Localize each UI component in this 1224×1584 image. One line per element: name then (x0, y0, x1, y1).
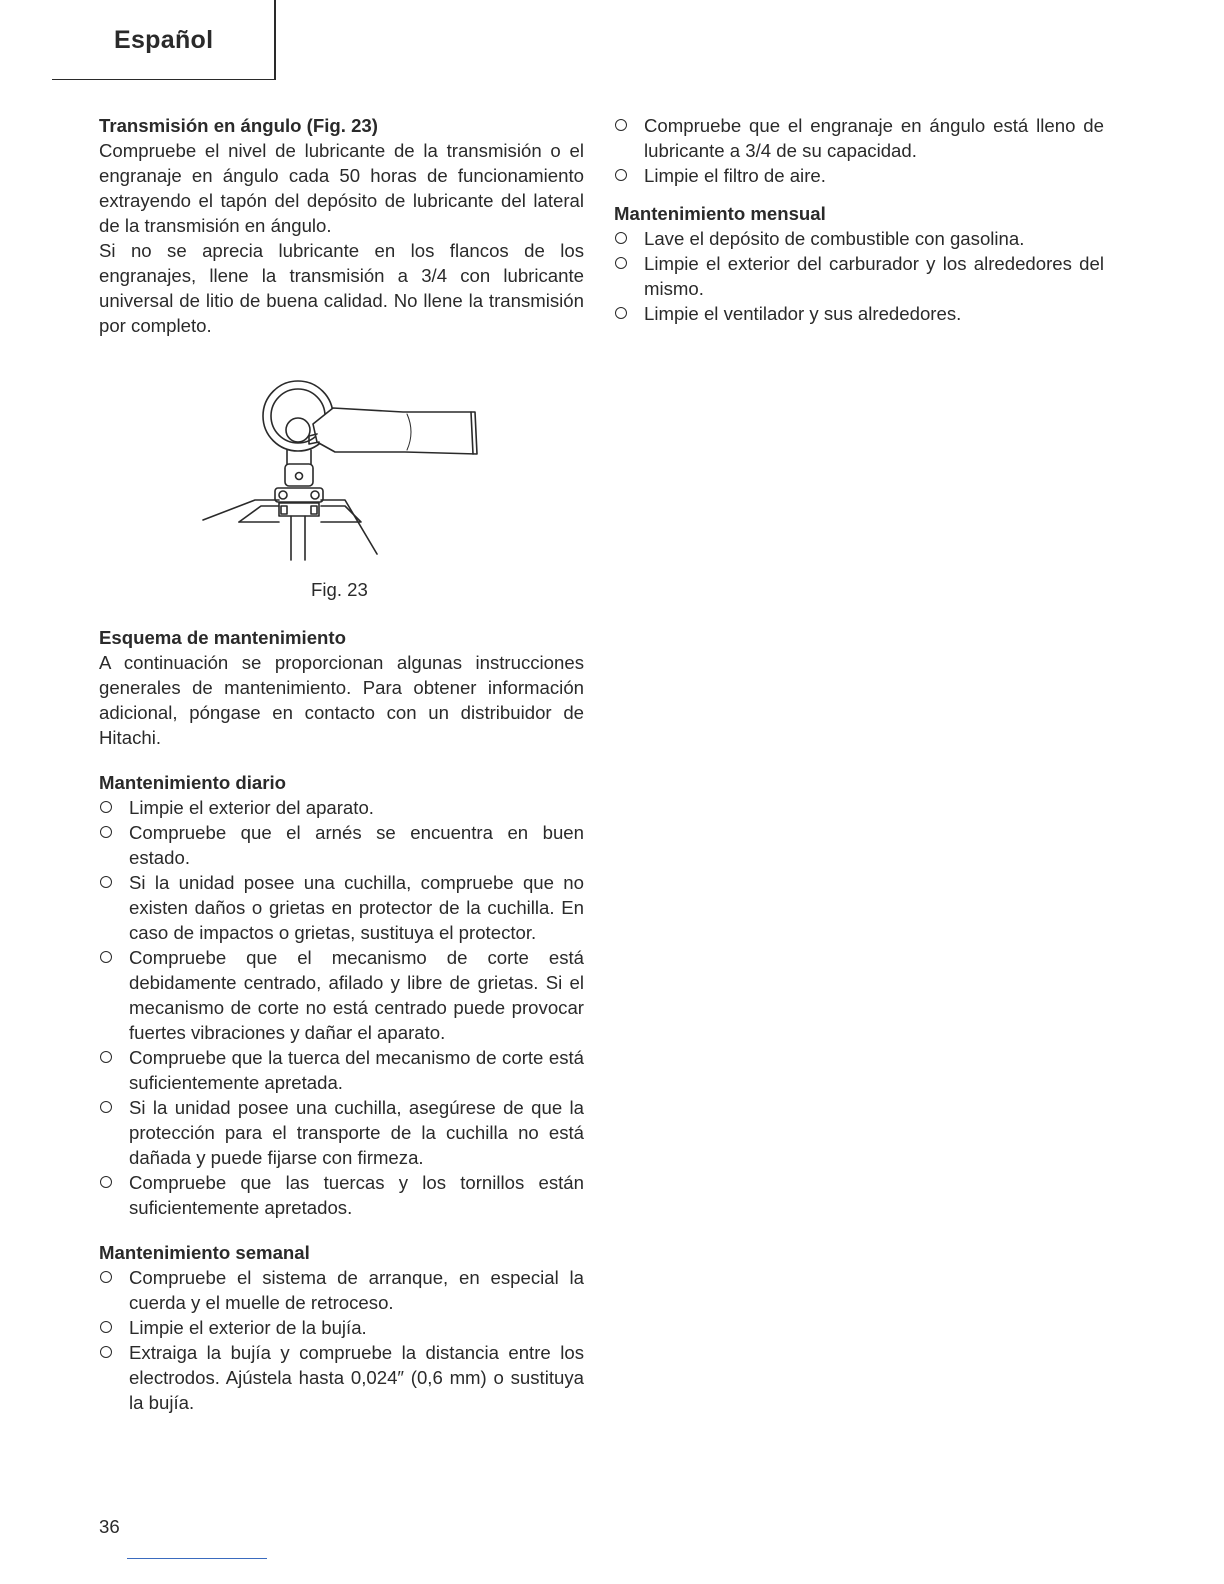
circle-bullet-icon (100, 1271, 112, 1283)
shaft-collar (285, 464, 313, 486)
left-column-lower (99, 625, 584, 1415)
schedule-heading: Esquema de mantenimiento (99, 627, 346, 648)
page-number: 36 (99, 1516, 120, 1537)
list-item: Limpie el exterior del carburador y los alrededores del mismo. (614, 251, 1104, 301)
list-item: Limpie el exterior del aparato. (99, 795, 584, 820)
list-item: Compruebe que el mecanismo de corte está debidamente centrado, afilado y libre de grietas. Si el mecanismo de corte no está centrado puede provocar fuertes vibraciones y dañar el aparato. (99, 945, 584, 1045)
drive-shaft (291, 516, 305, 560)
oil-plug-icon (286, 418, 310, 442)
circle-bullet-icon (615, 119, 627, 131)
daily-heading: Mantenimiento diario (99, 772, 286, 793)
figure-caption: Fig. 23 (311, 579, 368, 600)
weekly-list (99, 1265, 584, 1415)
list-item: Compruebe que la tuerca del mecanismo de corte está suficientemente apretada. (99, 1045, 584, 1095)
circle-bullet-icon (615, 232, 627, 244)
circle-bullet-icon (100, 801, 112, 813)
list-item: Si la unidad posee una cuchilla, asegúrese de que la protección para el transporte de la cuchilla no está dañada y puede fijarse con firmeza. (99, 1095, 584, 1170)
angle-transmission-heading: Transmisión en ángulo (Fig. 23) (99, 115, 378, 136)
footer-divider (127, 1558, 267, 1559)
circle-bullet-icon (100, 1101, 112, 1113)
daily-list (99, 795, 584, 1220)
guard-left-edge (203, 500, 279, 520)
list-item: Compruebe que el engranaje en ángulo está lleno de lubricante a 3/4 de su capacidad. (614, 113, 1104, 163)
list-item: Si la unidad posee una cuchilla, compruebe que no existen daños o grietas en protector de la cuchilla. En caso de impactos o grietas, sustituya el protector. (99, 870, 584, 945)
weekly-heading: Mantenimiento semanal (99, 1242, 310, 1263)
circle-bullet-icon (615, 169, 627, 181)
guard-left-inner (239, 506, 279, 522)
monthly-heading: Mantenimiento mensual (614, 203, 826, 224)
language-label: Español (114, 26, 214, 54)
list-item: Limpie el filtro de aire. (614, 163, 1104, 188)
schedule-paragraph: A continuación se proporcionan algunas instrucciones generales de mantenimiento. Para obtener información adicional, póngase en contacto con un distribuidor de Hitachi. (99, 652, 584, 748)
circle-bullet-icon (615, 307, 627, 319)
monthly-list (614, 226, 1104, 326)
clamp-upper (275, 488, 323, 502)
list-item: Compruebe el sistema de arranque, en especial la cuerda y el muelle de retroceso. (99, 1265, 584, 1315)
circle-bullet-icon (100, 876, 112, 888)
circle-bullet-icon (100, 1176, 112, 1188)
angle-transmission-paragraph-1: Compruebe el nivel de lubricante de la transmisión o el engranaje en ángulo cada 50 horas de funcionamiento extrayendo el tapón del depósito de lubricante del lateral de la transmisión en ángulo. (99, 140, 584, 236)
circle-bullet-icon (100, 1321, 112, 1333)
continued-list (614, 113, 1104, 188)
language-tab (52, 0, 276, 80)
list-item: Limpie el exterior de la bujía. (99, 1315, 584, 1340)
angle-transmission-paragraph-2: Si no se aprecia lubricante en los flancos de los engranajes, llene la transmisión a 3/4 con lubricante universal de litio de buena calidad. No llene la transmisión por completo. (99, 240, 584, 336)
angle-transmission-figure (195, 372, 495, 572)
list-item: Lave el depósito de combustible con gasolina. (614, 226, 1104, 251)
circle-bullet-icon (100, 1346, 112, 1358)
circle-bullet-icon (100, 1051, 112, 1063)
circle-bullet-icon (615, 257, 627, 269)
list-item: Compruebe que el arnés se encuentra en buen estado. (99, 820, 584, 870)
right-column (614, 113, 1104, 326)
list-item: Limpie el ventilador y sus alrededores. (614, 301, 1104, 326)
left-column (99, 113, 584, 338)
circle-bullet-icon (100, 826, 112, 838)
guard-right-edge (321, 500, 377, 554)
list-item: Compruebe que las tuercas y los tornillos están suficientemente apretados. (99, 1170, 584, 1220)
guard-right-inner (321, 506, 361, 522)
list-item: Extraiga la bujía y compruebe la distancia entre los electrodos. Ajústela hasta 0,024″ (0,6 mm) o sustituya la bujía. (99, 1340, 584, 1415)
grease-gun-body (313, 408, 477, 454)
circle-bullet-icon (100, 951, 112, 963)
